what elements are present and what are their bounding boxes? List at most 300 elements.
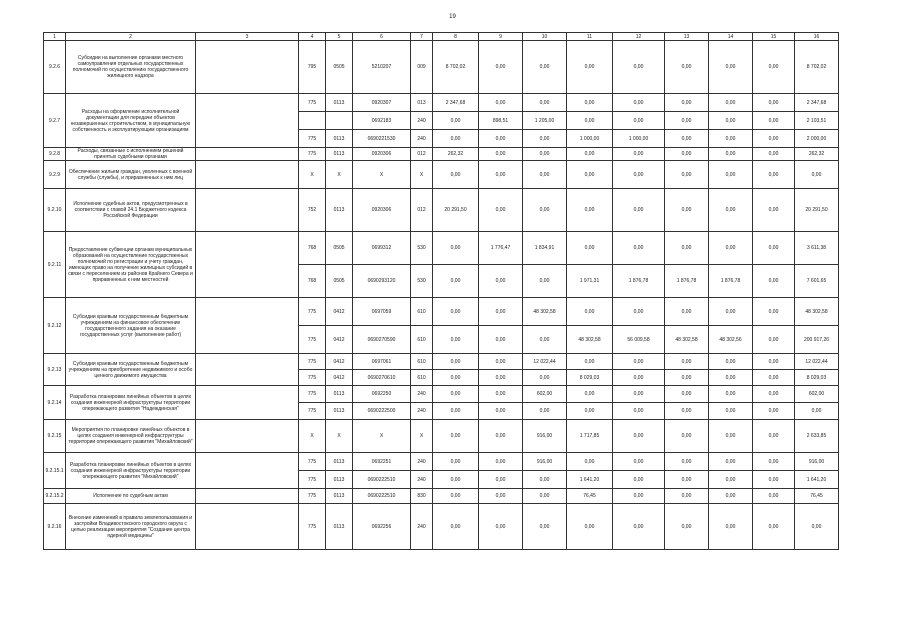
row-value-col-15: 0,00	[753, 504, 795, 550]
row-value-col-11: 0,00	[567, 232, 613, 265]
row-description: Исполнение по судебным актам	[66, 489, 196, 504]
column-number-3: 3	[196, 33, 299, 41]
row-value-col-16: 12 022,44	[795, 354, 839, 370]
row-value-col-10: 0,00	[523, 403, 567, 420]
row-value-col-15: 0,00	[753, 354, 795, 370]
row-value-col-10: 916,00	[523, 420, 567, 453]
row-value-col-10: 48 302,58	[523, 298, 567, 326]
row-value-col-7: 830	[411, 489, 433, 504]
column-number-8: 8	[433, 33, 479, 41]
row-value-col-16: 2 000,00	[795, 130, 839, 148]
row-value-col-10: 0,00	[523, 130, 567, 148]
row-value-col-12: 0,00	[613, 489, 665, 504]
row-value-col-13: 0,00	[665, 453, 709, 471]
row-value-col-15: 0,00	[753, 112, 795, 130]
column-number-14: 14	[709, 33, 753, 41]
row-empty-cell	[196, 41, 299, 94]
row-value-col-4: 775	[299, 354, 326, 370]
row-description: Разработка планировки линейных объектов в целях создания инженерной инфраструктуры территории опережающего развития "Надеждинская"	[66, 386, 196, 420]
row-value-col-8: 0,00	[433, 232, 479, 265]
row-value-col-5: 0412	[326, 326, 353, 354]
row-value-col-16: 20 291,50	[795, 189, 839, 232]
row-value-col-7: 240	[411, 453, 433, 471]
row-value-col-9: 898,51	[479, 112, 523, 130]
row-value-col-11: 0,00	[567, 112, 613, 130]
row-value-col-11: 1 971,31	[567, 265, 613, 298]
row-value-col-12: 0,00	[613, 189, 665, 232]
row-value-col-5: 0505	[326, 265, 353, 298]
row-value-col-12: 0,00	[613, 112, 665, 130]
row-value-col-15: 0,00	[753, 94, 795, 112]
column-number-row	[44, 33, 839, 41]
row-description: Разработка планировки линейных объектов в целях создания инженерной инфраструктуры территории опережающего развития "Михайловский"	[66, 453, 196, 489]
row-value-col-14: 0,00	[709, 504, 753, 550]
row-value-col-5: 0113	[326, 489, 353, 504]
row-value-col-15: 0,00	[753, 420, 795, 453]
row-value-col-5: 0113	[326, 386, 353, 403]
row-value-col-16: 2 633,85	[795, 420, 839, 453]
row-value-col-9: 0,00	[479, 386, 523, 403]
row-value-col-4: 775	[299, 471, 326, 489]
row-value-col-7: 012	[411, 148, 433, 161]
row-value-col-15: 0,00	[753, 130, 795, 148]
row-value-col-9: 0,00	[479, 504, 523, 550]
row-value-col-12: 0,00	[613, 161, 665, 189]
row-value-col-8: 0,00	[433, 161, 479, 189]
row-value-col-5: 0113	[326, 471, 353, 489]
row-value-col-10: 0,00	[523, 489, 567, 504]
row-value-col-11: 0,00	[567, 161, 613, 189]
row-value-col-4: 768	[299, 265, 326, 298]
row-value-col-14: 0,00	[709, 161, 753, 189]
row-value-col-6: 0690221530	[353, 130, 411, 148]
row-value-col-8: 0,00	[433, 354, 479, 370]
row-value-col-13: 0,00	[665, 130, 709, 148]
row-value-col-12: 0,00	[613, 420, 665, 453]
table-row	[44, 189, 839, 232]
row-value-col-4: 775	[299, 326, 326, 354]
row-value-col-8: 8 702,02	[433, 41, 479, 94]
row-value-col-7: 610	[411, 326, 433, 354]
table-row	[44, 354, 839, 370]
column-number-12: 12	[613, 33, 665, 41]
row-value-col-13: 0,00	[665, 386, 709, 403]
row-value-col-5: 0113	[326, 94, 353, 112]
row-value-col-11: 0,00	[567, 41, 613, 94]
row-value-col-8: 20 291,50	[433, 189, 479, 232]
row-value-col-14: 0,00	[709, 453, 753, 471]
row-description: Предоставление субвенции органам муниципальных образований на осуществление государственных полномочий по регистрации и учету граждан, имеющих право на получение жилищных субсидий в связи с переселением из районов Крайнего Севера и приравненных к ним местностей	[66, 232, 196, 298]
row-description: Внесение изменений в правила землепользования и застройки Владивостокского городского округа с целью реализации мероприятия "Создание центра ядерной медицины"	[66, 504, 196, 550]
row-code: 9.2.6	[44, 41, 66, 94]
table-row	[44, 420, 839, 453]
row-value-col-10: 0,00	[523, 504, 567, 550]
row-value-col-15: 0,00	[753, 326, 795, 354]
column-number-15: 15	[753, 33, 795, 41]
row-value-col-13: 0,00	[665, 112, 709, 130]
row-value-col-4: 775	[299, 386, 326, 403]
row-value-col-4: 775	[299, 370, 326, 386]
row-value-col-12: 0,00	[613, 232, 665, 265]
row-value-col-9: 0,00	[479, 354, 523, 370]
row-value-col-9: 1 776,47	[479, 232, 523, 265]
row-value-col-12: 0,00	[613, 504, 665, 550]
row-code: 9.2.13	[44, 354, 66, 386]
row-value-col-6: 0690222510	[353, 489, 411, 504]
row-code: 9.2.7	[44, 94, 66, 148]
row-empty-cell	[196, 420, 299, 453]
row-empty-cell	[196, 489, 299, 504]
row-value-col-15: 0,00	[753, 386, 795, 403]
row-description: Субсидии на выполнение органами местного самоуправления отдельных государственных полномочий по осуществлению государственного жилищного надзора	[66, 41, 196, 94]
table-row	[44, 504, 839, 550]
row-value-col-8: 0,00	[433, 471, 479, 489]
row-value-col-5: 0412	[326, 370, 353, 386]
row-value-col-13: 0,00	[665, 420, 709, 453]
row-value-col-8: 0,00	[433, 326, 479, 354]
row-value-col-11: 1 000,00	[567, 130, 613, 148]
row-value-col-4: 775	[299, 453, 326, 471]
row-value-col-12: 0,00	[613, 403, 665, 420]
row-value-col-11: 0,00	[567, 453, 613, 471]
row-value-col-4: 775	[299, 148, 326, 161]
row-value-col-15: 0,00	[753, 148, 795, 161]
row-value-col-5: 0113	[326, 403, 353, 420]
row-description: Субсидии краевым государственным бюджетным учреждениям на финансовое обеспечение государственного задания на оказание государственных услуг (выполнение работ)	[66, 298, 196, 354]
row-value-col-6: 0697059	[353, 298, 411, 326]
row-value-col-12: 0,00	[613, 94, 665, 112]
row-value-col-5: X	[326, 420, 353, 453]
row-value-col-11: 8 029,03	[567, 370, 613, 386]
row-value-col-4: 768	[299, 232, 326, 265]
row-value-col-7: 240	[411, 130, 433, 148]
row-value-col-15: 0,00	[753, 189, 795, 232]
row-value-col-15: 0,00	[753, 489, 795, 504]
row-value-col-13: 0,00	[665, 232, 709, 265]
row-value-col-8: 0,00	[433, 130, 479, 148]
row-value-col-13: 0,00	[665, 148, 709, 161]
row-description: Расходы, связанные с исполнением решений принятых судебными органами	[66, 148, 196, 161]
row-value-col-13: 0,00	[665, 161, 709, 189]
row-value-col-8: 2 347,68	[433, 94, 479, 112]
row-value-col-12: 0,00	[613, 386, 665, 403]
row-empty-cell	[196, 189, 299, 232]
row-value-col-16: 200 917,26	[795, 326, 839, 354]
row-value-col-6: 0697061	[353, 354, 411, 370]
row-value-col-9: 0,00	[479, 189, 523, 232]
row-value-col-13: 0,00	[665, 471, 709, 489]
row-value-col-7: 530	[411, 232, 433, 265]
row-value-col-8: 262,32	[433, 148, 479, 161]
row-value-col-11: 48 302,58	[567, 326, 613, 354]
column-number-4: 4	[299, 33, 326, 41]
row-value-col-10: 916,00	[523, 453, 567, 471]
row-value-col-10: 0,00	[523, 326, 567, 354]
row-value-col-6: 5210207	[353, 41, 411, 94]
row-value-col-6: 0690270610	[353, 370, 411, 386]
row-value-col-11: 0,00	[567, 386, 613, 403]
row-value-col-13: 0,00	[665, 370, 709, 386]
row-value-col-11: 1 717,85	[567, 420, 613, 453]
row-value-col-6: X	[353, 161, 411, 189]
row-value-col-13: 0,00	[665, 94, 709, 112]
row-value-col-15: 0,00	[753, 471, 795, 489]
column-number-9: 9	[479, 33, 523, 41]
row-empty-cell	[196, 161, 299, 189]
row-value-col-6: 0692250	[353, 386, 411, 403]
row-value-col-6: 0690270590	[353, 326, 411, 354]
row-description: Субсидии краевым государственным бюджетным учреждениям на приобретение недвижимого и особо ценного движимого имущества	[66, 354, 196, 386]
row-value-col-10: 0,00	[523, 370, 567, 386]
column-number-6: 6	[353, 33, 411, 41]
column-number-2: 2	[66, 33, 196, 41]
row-value-col-10: 0,00	[523, 41, 567, 94]
row-value-col-10: 12 022,44	[523, 354, 567, 370]
row-empty-cell	[196, 386, 299, 420]
row-code: 9.2.16	[44, 504, 66, 550]
row-description: Исполнение судебных актов, предусмотренных в соответствии с главой 24.1 Бюджетного кодекса Российской Федерации	[66, 189, 196, 232]
row-value-col-14: 0,00	[709, 354, 753, 370]
row-value-col-10: 0,00	[523, 148, 567, 161]
row-value-col-9: 0,00	[479, 265, 523, 298]
row-value-col-6: 0692256	[353, 504, 411, 550]
row-value-col-13: 48 302,58	[665, 326, 709, 354]
row-code: 9.2.10	[44, 189, 66, 232]
row-value-col-5	[326, 112, 353, 130]
table-row	[44, 489, 839, 504]
row-value-col-11: 0,00	[567, 148, 613, 161]
row-value-col-9: 0,00	[479, 41, 523, 94]
row-value-col-5: 0113	[326, 130, 353, 148]
row-empty-cell	[196, 148, 299, 161]
row-value-col-16: 1 641,20	[795, 471, 839, 489]
row-value-col-14: 0,00	[709, 298, 753, 326]
page-number: 19	[449, 14, 456, 20]
row-value-col-4: 775	[299, 130, 326, 148]
row-value-col-12: 0,00	[613, 354, 665, 370]
column-number-1: 1	[44, 33, 66, 41]
row-value-col-8: 0,00	[433, 403, 479, 420]
row-value-col-13: 0,00	[665, 354, 709, 370]
row-value-col-13: 0,00	[665, 189, 709, 232]
table-row	[44, 41, 839, 94]
row-value-col-8: 0,00	[433, 298, 479, 326]
row-value-col-5: 0113	[326, 504, 353, 550]
row-value-col-7: 610	[411, 298, 433, 326]
row-code: 9.2.15.1	[44, 453, 66, 489]
row-value-col-6: 0690222510	[353, 471, 411, 489]
row-value-col-13: 0,00	[665, 504, 709, 550]
row-value-col-9: 0,00	[479, 94, 523, 112]
row-value-col-7: 013	[411, 94, 433, 112]
row-value-col-13: 0,00	[665, 41, 709, 94]
row-value-col-10: 0,00	[523, 265, 567, 298]
row-value-col-16: 0,00	[795, 161, 839, 189]
row-value-col-7: 240	[411, 403, 433, 420]
row-value-col-9: 0,00	[479, 489, 523, 504]
row-value-col-8: 0,00	[433, 489, 479, 504]
row-empty-cell	[196, 354, 299, 386]
row-value-col-14: 0,00	[709, 112, 753, 130]
row-value-col-10: 1 205,00	[523, 112, 567, 130]
row-value-col-14: 0,00	[709, 420, 753, 453]
row-value-col-5: 0505	[326, 232, 353, 265]
row-value-col-8: 0,00	[433, 386, 479, 403]
row-empty-cell	[196, 232, 299, 298]
row-code: 9.2.11	[44, 232, 66, 298]
row-code: 9.2.12	[44, 298, 66, 354]
row-value-col-5: 0113	[326, 148, 353, 161]
row-value-col-5: 0412	[326, 354, 353, 370]
row-value-col-7: 530	[411, 265, 433, 298]
row-value-col-7: X	[411, 161, 433, 189]
row-value-col-10: 0,00	[523, 189, 567, 232]
row-value-col-9: 0,00	[479, 420, 523, 453]
column-number-16: 16	[795, 33, 839, 41]
row-value-col-6: 0920306	[353, 148, 411, 161]
row-value-col-7: 240	[411, 504, 433, 550]
row-value-col-15: 0,00	[753, 298, 795, 326]
row-value-col-15: 0,00	[753, 41, 795, 94]
row-value-col-11: 0,00	[567, 403, 613, 420]
row-value-col-11: 0,00	[567, 298, 613, 326]
row-value-col-15: 0,00	[753, 232, 795, 265]
row-value-col-6: 0699312	[353, 232, 411, 265]
row-value-col-14: 0,00	[709, 232, 753, 265]
row-value-col-13: 0,00	[665, 489, 709, 504]
row-value-col-15: 0,00	[753, 453, 795, 471]
table-row	[44, 232, 839, 265]
row-value-col-11: 0,00	[567, 189, 613, 232]
row-value-col-15: 0,00	[753, 403, 795, 420]
row-value-col-12: 56 009,58	[613, 326, 665, 354]
row-value-col-6: 0690222500	[353, 403, 411, 420]
row-value-col-14: 0,00	[709, 148, 753, 161]
row-value-col-8: 0,00	[433, 504, 479, 550]
row-value-col-4: 795	[299, 41, 326, 94]
row-value-col-8: 0,00	[433, 370, 479, 386]
row-value-col-16: 2 103,51	[795, 112, 839, 130]
row-value-col-14: 0,00	[709, 189, 753, 232]
column-number-11: 11	[567, 33, 613, 41]
table-row	[44, 148, 839, 161]
row-value-col-9: 0,00	[479, 403, 523, 420]
row-value-col-4: 775	[299, 403, 326, 420]
row-description: Расходы на оформление исполнительной документации для передачи объектов незавершенных строительством, в муниципальную собственность и эксплуатирующим организациям	[66, 94, 196, 148]
row-value-col-8: 0,00	[433, 112, 479, 130]
row-value-col-14: 0,00	[709, 489, 753, 504]
row-value-col-12: 0,00	[613, 298, 665, 326]
row-empty-cell	[196, 298, 299, 354]
table-row	[44, 161, 839, 189]
row-value-col-7: 240	[411, 112, 433, 130]
table-row	[44, 453, 839, 471]
row-value-col-14: 0,00	[709, 403, 753, 420]
table-row	[44, 94, 839, 112]
row-empty-cell	[196, 453, 299, 489]
row-value-col-10: 0,00	[523, 161, 567, 189]
row-value-col-7: 610	[411, 354, 433, 370]
row-value-col-4: X	[299, 161, 326, 189]
row-value-col-11: 0,00	[567, 504, 613, 550]
row-value-col-6: 0692251	[353, 453, 411, 471]
row-value-col-14: 0,00	[709, 471, 753, 489]
row-value-col-6: X	[353, 420, 411, 453]
row-value-col-9: 0,00	[479, 161, 523, 189]
row-value-col-13: 0,00	[665, 403, 709, 420]
row-value-col-6: 0920306	[353, 189, 411, 232]
row-value-col-5: 0113	[326, 189, 353, 232]
row-value-col-15: 0,00	[753, 370, 795, 386]
row-value-col-16: 2 347,68	[795, 94, 839, 112]
row-value-col-5: 0505	[326, 41, 353, 94]
row-value-col-11: 1 641,20	[567, 471, 613, 489]
row-value-col-6: 0692183	[353, 112, 411, 130]
row-value-col-14: 0,00	[709, 94, 753, 112]
row-value-col-10: 602,00	[523, 386, 567, 403]
row-value-col-14: 1 876,78	[709, 265, 753, 298]
row-value-col-12: 0,00	[613, 148, 665, 161]
row-value-col-9: 0,00	[479, 148, 523, 161]
row-value-col-11: 76,45	[567, 489, 613, 504]
row-value-col-9: 0,00	[479, 298, 523, 326]
row-description: Мероприятия по планировке линейных объектов в целях создания инженерной инфраструктуры территории опережающего развития "Михайловский"	[66, 420, 196, 453]
row-value-col-12: 1 000,00	[613, 130, 665, 148]
row-value-col-7: 009	[411, 41, 433, 94]
row-value-col-9: 0,00	[479, 130, 523, 148]
row-value-col-14: 48 302,56	[709, 326, 753, 354]
row-value-col-10: 0,00	[523, 94, 567, 112]
row-value-col-5: 0113	[326, 453, 353, 471]
row-value-col-7: 240	[411, 386, 433, 403]
row-value-col-4: 775	[299, 94, 326, 112]
table-row	[44, 298, 839, 326]
row-value-col-12: 1 876,78	[613, 265, 665, 298]
row-description: Обеспечение жильем граждан, уволенных с военной службы (службы), и приравненных к ним лиц	[66, 161, 196, 189]
column-number-7: 7	[411, 33, 433, 41]
row-value-col-12: 0,00	[613, 41, 665, 94]
row-empty-cell	[196, 504, 299, 550]
row-value-col-12: 0,00	[613, 370, 665, 386]
row-value-col-16: 76,45	[795, 489, 839, 504]
row-value-col-11: 0,00	[567, 94, 613, 112]
row-value-col-16: 0,00	[795, 504, 839, 550]
row-value-col-7: 012	[411, 189, 433, 232]
row-value-col-12: 0,00	[613, 471, 665, 489]
row-value-col-5: 0412	[326, 298, 353, 326]
row-value-col-10: 0,00	[523, 471, 567, 489]
row-value-col-8: 0,00	[433, 420, 479, 453]
row-value-col-7: X	[411, 420, 433, 453]
row-value-col-11: 0,00	[567, 354, 613, 370]
row-value-col-7: 240	[411, 471, 433, 489]
row-value-col-9: 0,00	[479, 326, 523, 354]
row-value-col-4: X	[299, 420, 326, 453]
row-value-col-8: 0,00	[433, 453, 479, 471]
row-value-col-16: 3 611,38	[795, 232, 839, 265]
row-value-col-10: 1 834,91	[523, 232, 567, 265]
row-value-col-6: 0920307	[353, 94, 411, 112]
row-value-col-9: 0,00	[479, 370, 523, 386]
row-value-col-14: 0,00	[709, 386, 753, 403]
row-value-col-5: X	[326, 161, 353, 189]
row-value-col-16: 916,00	[795, 453, 839, 471]
row-value-col-4: 775	[299, 298, 326, 326]
row-value-col-13: 0,00	[665, 298, 709, 326]
row-value-col-13: 1 876,78	[665, 265, 709, 298]
table-row	[44, 386, 839, 403]
row-code: 9.2.15	[44, 420, 66, 453]
